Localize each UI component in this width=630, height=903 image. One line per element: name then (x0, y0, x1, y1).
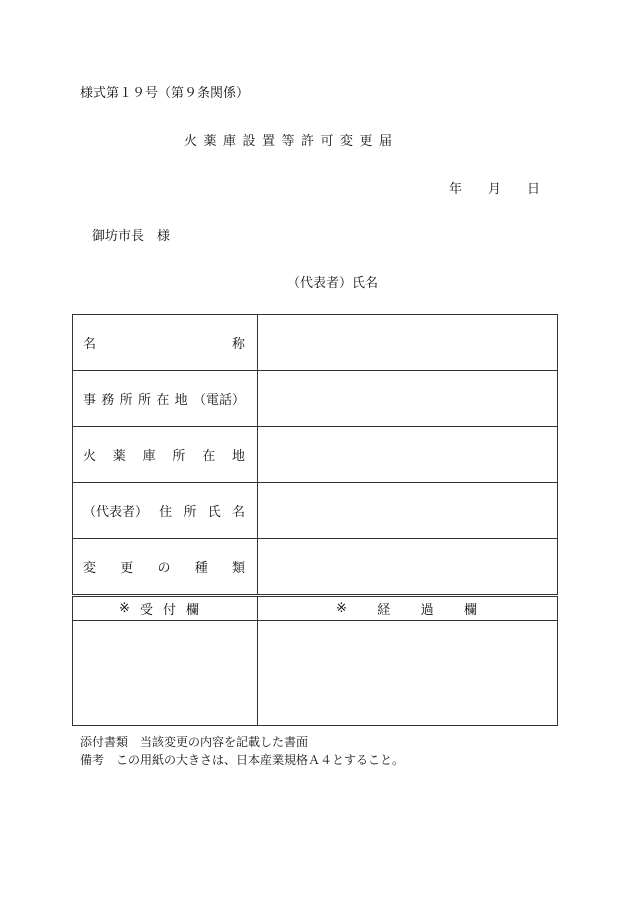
form-number: 様式第１９号（第９条関係） (80, 86, 250, 101)
remarks-note: 備考 この用紙の大きさは、日本産業規格Ａ４とすること。 (80, 753, 405, 767)
row-label: 事 務 所 所 在 地 （電話） (83, 393, 245, 408)
form-title: 火薬庫設置等許可変更届 (184, 134, 399, 149)
date-month: 月 (488, 182, 502, 197)
progress-header: ※ 経 過 欄 (336, 601, 477, 618)
value-cell-magazine-location[interactable] (258, 427, 558, 483)
recipient: 御坊市長 様 (92, 229, 171, 244)
attachment-note: 添付書類 当該変更の内容を記載した書面 (80, 735, 309, 749)
date-year: 年 (449, 182, 463, 197)
label-cell-change-type (73, 539, 258, 596)
value-cell-change-type[interactable] (258, 539, 558, 596)
table-row (73, 371, 558, 427)
value-cell-office-address[interactable] (258, 371, 558, 427)
row-label: 変 更 の 種 類 (83, 561, 245, 576)
table-row (73, 427, 558, 483)
row-label: （代表者） 住 所 氏 名 (83, 505, 245, 520)
date-day: 日 (527, 182, 541, 197)
progress-cell[interactable] (258, 621, 558, 726)
label-cell-name (73, 315, 258, 371)
value-cell-representative[interactable] (258, 483, 558, 539)
reception-header: ※ 受 付 欄 (119, 601, 199, 618)
form-table (72, 314, 558, 726)
value-cell-name[interactable] (258, 315, 558, 371)
table-row (73, 315, 558, 371)
table-row (73, 621, 558, 726)
label-cell-magazine-location (73, 427, 258, 483)
representative-name-label: （代表者）氏名 (287, 276, 379, 291)
row-label: 火 薬 庫 所 在 地 (83, 449, 245, 464)
row-label: 名 称 (83, 337, 245, 352)
progress-header-cell (258, 596, 558, 621)
table-row (73, 539, 558, 596)
table-row (73, 596, 558, 621)
label-cell-representative (73, 483, 258, 539)
label-cell-office-address (73, 371, 258, 427)
table-row (73, 483, 558, 539)
reception-cell[interactable] (73, 621, 258, 726)
reception-header-cell (73, 596, 258, 621)
